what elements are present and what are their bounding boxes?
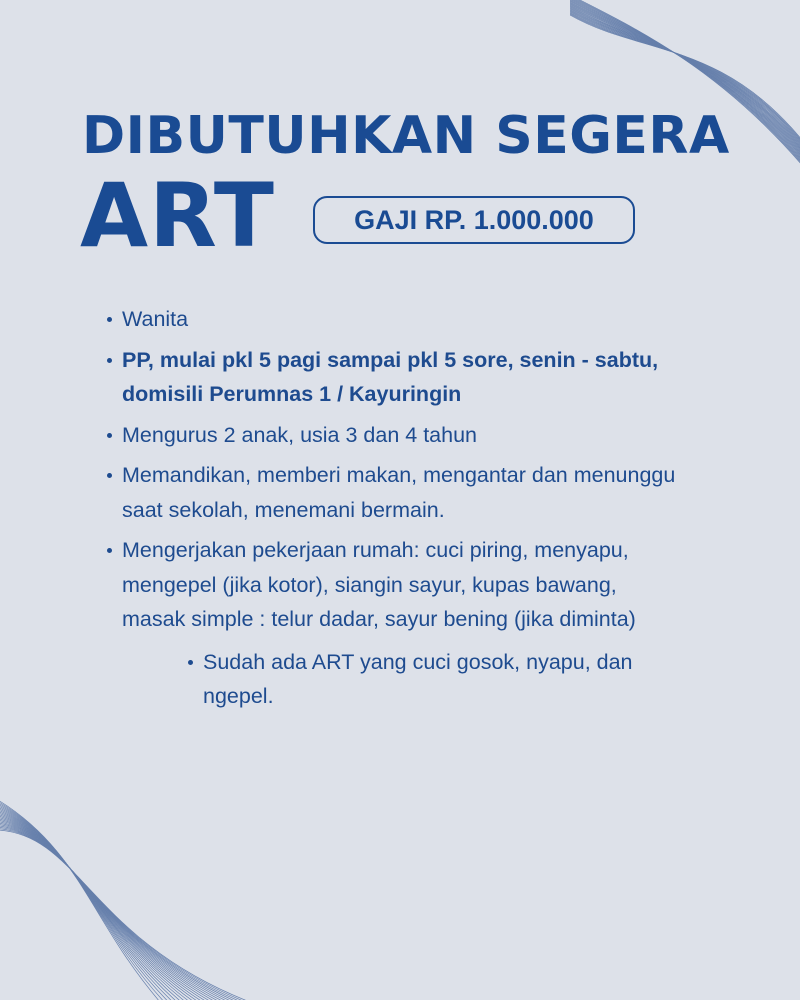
sub-list — [122, 645, 682, 714]
salary-text: GAJI RP. 1.000.000 — [354, 204, 594, 235]
note-item: Sudah ada ART yang cuci gosok, nyapu, dan ngepel. — [203, 645, 682, 714]
requirement-text: Mengerjakan pekerjaan rumah: cuci piring, menyapu, mengepel (jika kotor), siangin sayur, kupas bawang, masak simple : telur dadar, sayur bening (jika diminta) — [122, 538, 636, 631]
salary-badge — [313, 196, 635, 244]
requirement-item: Memandikan, memberi makan, mengantar dan menunggu saat sekolah, menemani bermain. — [122, 458, 682, 527]
requirement-item: Wanita — [122, 302, 682, 337]
wave-lines-bottom-left-decoration — [0, 790, 250, 1000]
headline: DIBUTUHKAN SEGERA — [82, 106, 730, 166]
requirements-list — [122, 302, 682, 720]
requirement-item: PP, mulai pkl 5 pagi sampai pkl 5 sore, senin - sabtu, domisili Perumnas 1 / Kayuringin — [122, 343, 682, 412]
requirement-item: Mengurus 2 anak, usia 3 dan 4 tahun — [122, 418, 682, 453]
requirement-item — [122, 533, 682, 714]
job-title: ART — [80, 164, 275, 267]
